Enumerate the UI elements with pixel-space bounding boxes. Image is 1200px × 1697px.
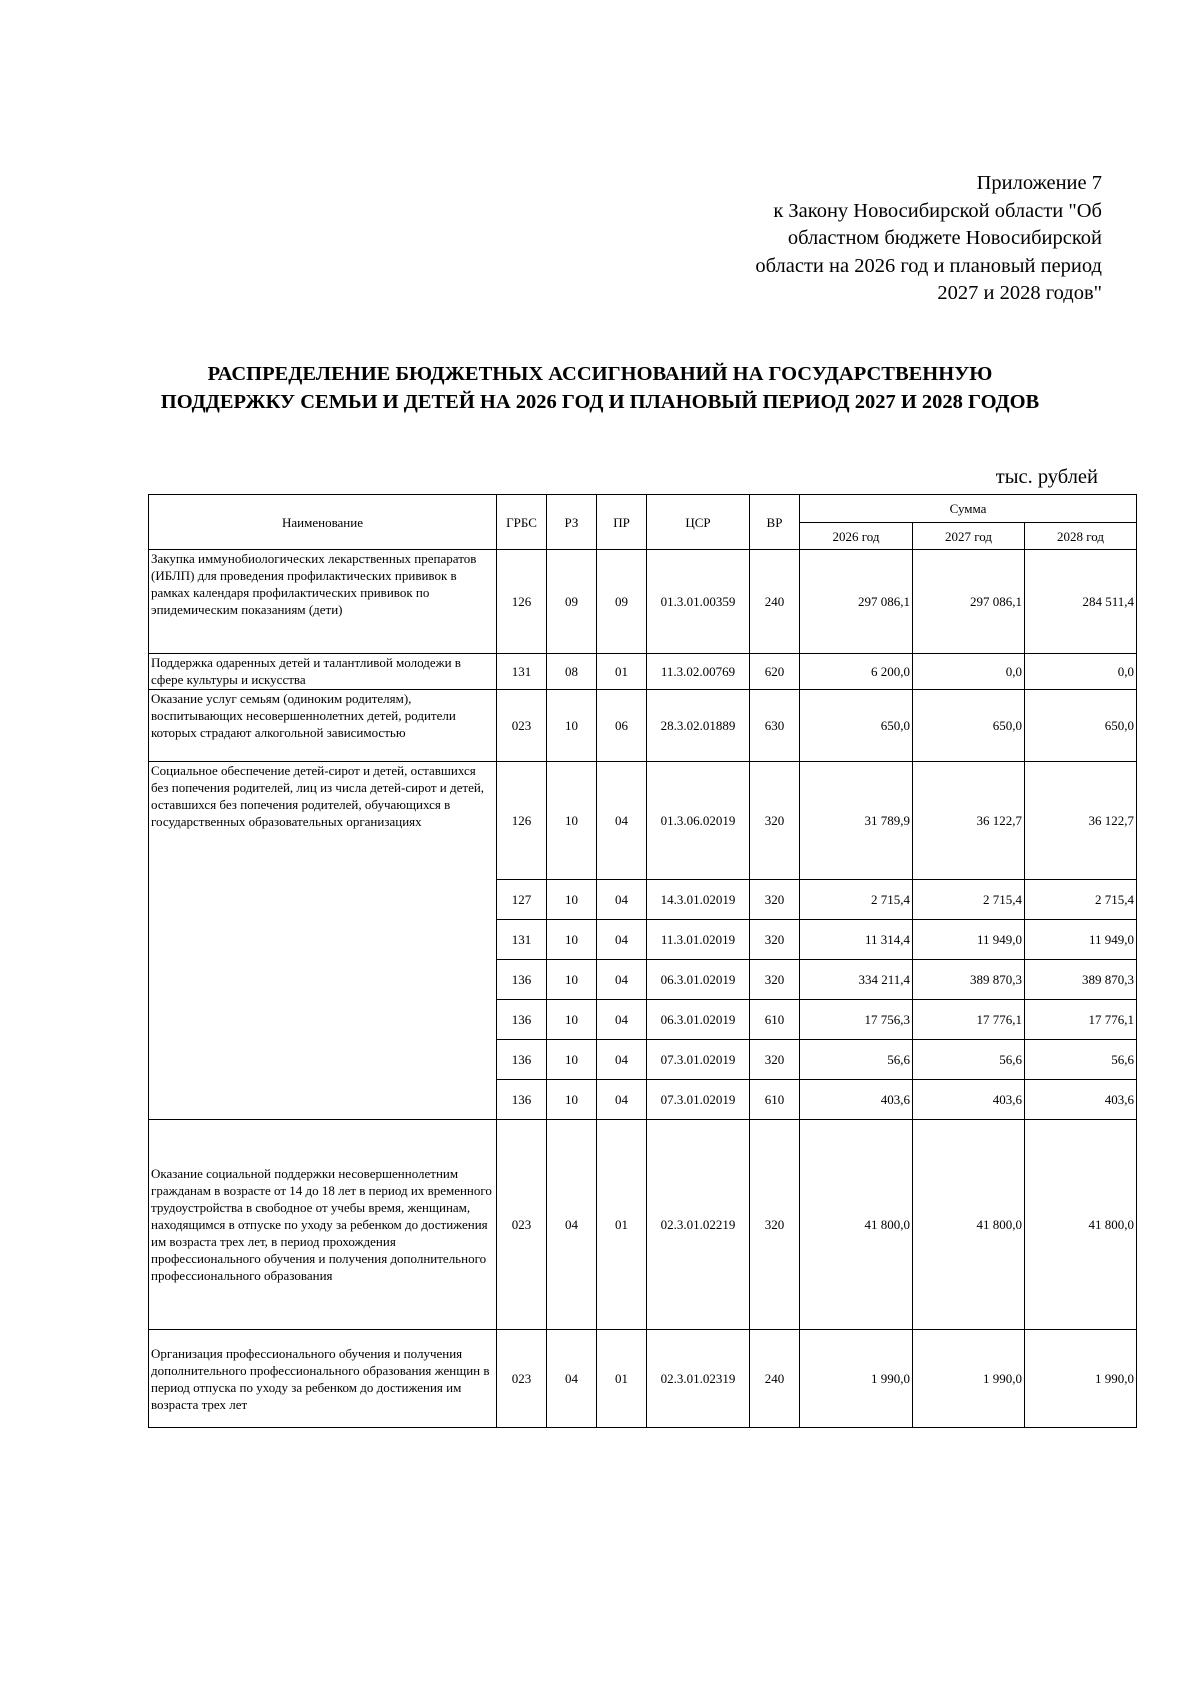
- cell-2026: 11 314,4: [800, 920, 913, 960]
- table-row: [149, 690, 1137, 762]
- table-row: [149, 654, 1137, 690]
- budget-table: [148, 494, 1137, 1428]
- cell-grbs: 126: [497, 762, 547, 880]
- cell-rz: 10: [547, 960, 597, 1000]
- cell-csr: 06.3.01.02019: [647, 1000, 750, 1040]
- cell-vr: 610: [750, 1080, 800, 1120]
- cell-vr: 320: [750, 762, 800, 880]
- cell-2027: 403,6: [913, 1080, 1025, 1120]
- table-row: [149, 1120, 1137, 1330]
- cell-csr: 11.3.02.00769: [647, 654, 750, 690]
- cell-2028: 1 990,0: [1025, 1330, 1137, 1428]
- cell-rz: 09: [547, 550, 597, 654]
- cell-grbs: 136: [497, 1040, 547, 1080]
- cell-2027: 1 990,0: [913, 1330, 1025, 1428]
- header-grbs: ГРБС: [497, 495, 547, 550]
- cell-2028: 2 715,4: [1025, 880, 1137, 920]
- cell-vr: 620: [750, 654, 800, 690]
- header-vr: ВР: [750, 495, 800, 550]
- cell-vr: 240: [750, 550, 800, 654]
- cell-rz: 08: [547, 654, 597, 690]
- cell-pr: 01: [597, 654, 647, 690]
- cell-pr: 01: [597, 1330, 647, 1428]
- cell-rz: 04: [547, 1330, 597, 1428]
- cell-pr: 06: [597, 690, 647, 762]
- row-name: Закупка иммунобиологических лекарственных препаратов (ИБЛП) для проведения профилактических прививок в рамках календаря профилактических прививок по эпидемическим показаниям (дети): [149, 550, 497, 654]
- cell-2027: 17 776,1: [913, 1000, 1025, 1040]
- cell-grbs: 023: [497, 1120, 547, 1330]
- cell-2028: 17 776,1: [1025, 1000, 1137, 1040]
- cell-2027: 297 086,1: [913, 550, 1025, 654]
- cell-2026: 41 800,0: [800, 1120, 913, 1330]
- cell-2026: 17 756,3: [800, 1000, 913, 1040]
- header-rz: РЗ: [547, 495, 597, 550]
- cell-vr: 320: [750, 960, 800, 1000]
- appendix-header-line: Приложение 7: [976, 172, 1102, 194]
- cell-rz: 10: [547, 880, 597, 920]
- cell-2026: 56,6: [800, 1040, 913, 1080]
- header-name: Наименование: [149, 495, 497, 550]
- cell-grbs: 136: [497, 960, 547, 1000]
- cell-grbs: 136: [497, 1080, 547, 1120]
- cell-csr: 01.3.01.00359: [647, 550, 750, 654]
- document-title-line-2: ПОДДЕРЖКУ СЕМЬИ И ДЕТЕЙ НА 2026 ГОД И ПЛАНОВЫЙ ПЕРИОД 2027 И 2028 ГОДОВ: [160, 391, 1040, 413]
- cell-2028: 36 122,7: [1025, 762, 1137, 880]
- cell-2026: 403,6: [800, 1080, 913, 1120]
- cell-csr: 11.3.01.02019: [647, 920, 750, 960]
- cell-2028: 650,0: [1025, 690, 1137, 762]
- cell-2026: 31 789,9: [800, 762, 913, 880]
- row-name: Поддержка одаренных детей и талантливой молодежи в сфере культуры и искусства: [149, 654, 497, 690]
- units-label: тыс. рублей: [995, 466, 1098, 488]
- appendix-header-line: 2027 и 2028 годов": [937, 282, 1102, 304]
- cell-grbs: 023: [497, 1330, 547, 1428]
- cell-pr: 04: [597, 1040, 647, 1080]
- header-sum: Сумма: [800, 495, 1137, 523]
- header-pr: ПР: [597, 495, 647, 550]
- cell-2027: 56,6: [913, 1040, 1025, 1080]
- row-name: Оказание социальной поддержки несовершеннолетним гражданам в возрасте от 14 до 18 лет в период их временного трудоустройства в свободное от учебы время, женщинам, находящимся в отпуске по уходу за ребенком до достижения им возраста трех лет, в период прохождения профессионального обучения и получения дополнительного профессионального образования: [149, 1120, 497, 1330]
- cell-2028: 0,0: [1025, 654, 1137, 690]
- cell-csr: 28.3.02.01889: [647, 690, 750, 762]
- table-row: [149, 1330, 1137, 1428]
- cell-2028: 403,6: [1025, 1080, 1137, 1120]
- cell-2026: 2 715,4: [800, 880, 913, 920]
- appendix-header-line: областном бюджете Новосибирской: [787, 227, 1102, 249]
- cell-rz: 04: [547, 1120, 597, 1330]
- cell-rz: 10: [547, 690, 597, 762]
- cell-pr: 04: [597, 762, 647, 880]
- cell-pr: 04: [597, 1080, 647, 1120]
- cell-pr: 01: [597, 1120, 647, 1330]
- cell-vr: 240: [750, 1330, 800, 1428]
- cell-csr: 02.3.01.02319: [647, 1330, 750, 1428]
- cell-csr: 07.3.01.02019: [647, 1080, 750, 1120]
- cell-2028: 284 511,4: [1025, 550, 1137, 654]
- cell-vr: 320: [750, 920, 800, 960]
- header-year-2026: 2026 год: [800, 523, 913, 550]
- cell-rz: 10: [547, 1040, 597, 1080]
- cell-grbs: 126: [497, 550, 547, 654]
- cell-rz: 10: [547, 762, 597, 880]
- cell-2028: 11 949,0: [1025, 920, 1137, 960]
- cell-grbs: 023: [497, 690, 547, 762]
- cell-csr: 14.3.01.02019: [647, 880, 750, 920]
- cell-pr: 04: [597, 960, 647, 1000]
- cell-2026: 1 990,0: [800, 1330, 913, 1428]
- cell-2026: 334 211,4: [800, 960, 913, 1000]
- cell-grbs: 127: [497, 880, 547, 920]
- cell-grbs: 136: [497, 1000, 547, 1040]
- document-title-line-1: РАСПРЕДЕЛЕНИЕ БЮДЖЕТНЫХ АССИГНОВАНИЙ НА ГОСУДАРСТВЕННУЮ: [207, 363, 993, 385]
- row-name: Социальное обеспечение детей-сирот и детей, оставшихся без попечения родителей, лиц из числа детей-сирот и детей, оставшихся без попечения родителей, обучающихся в государственных образовательных организациях: [149, 762, 497, 1120]
- row-name: Организация профессионального обучения и получения дополнительного профессионального образования женщин в период отпуска по уходу за ребенком до достижения им возраста трех лет: [149, 1330, 497, 1428]
- cell-vr: 610: [750, 1000, 800, 1040]
- appendix-header: [682, 170, 1102, 308]
- cell-csr: 01.3.06.02019: [647, 762, 750, 880]
- cell-pr: 04: [597, 1000, 647, 1040]
- cell-2026: 297 086,1: [800, 550, 913, 654]
- cell-vr: 320: [750, 1040, 800, 1080]
- cell-2027: 650,0: [913, 690, 1025, 762]
- cell-2027: 2 715,4: [913, 880, 1025, 920]
- cell-csr: 07.3.01.02019: [647, 1040, 750, 1080]
- appendix-header-line: области на 2026 год и плановый период: [755, 254, 1102, 277]
- cell-2027: 0,0: [913, 654, 1025, 690]
- header-year-2028: 2028 год: [1025, 523, 1137, 550]
- cell-vr: 630: [750, 690, 800, 762]
- cell-2028: 56,6: [1025, 1040, 1137, 1080]
- cell-2028: 41 800,0: [1025, 1120, 1137, 1330]
- cell-pr: 09: [597, 550, 647, 654]
- appendix-header-line: к Закону Новосибирской области "Об: [773, 199, 1102, 222]
- cell-vr: 320: [750, 880, 800, 920]
- cell-rz: 10: [547, 920, 597, 960]
- table-row: [149, 762, 1137, 880]
- cell-csr: 02.3.01.02219: [647, 1120, 750, 1330]
- cell-2027: 36 122,7: [913, 762, 1025, 880]
- cell-grbs: 131: [497, 654, 547, 690]
- cell-pr: 04: [597, 880, 647, 920]
- header-csr: ЦСР: [647, 495, 750, 550]
- cell-rz: 10: [547, 1080, 597, 1120]
- cell-pr: 04: [597, 920, 647, 960]
- document-title: [100, 360, 1100, 416]
- table-row: [149, 550, 1137, 654]
- cell-2026: 6 200,0: [800, 654, 913, 690]
- cell-2027: 11 949,0: [913, 920, 1025, 960]
- header-year-2027: 2027 год: [913, 523, 1025, 550]
- cell-vr: 320: [750, 1120, 800, 1330]
- cell-grbs: 131: [497, 920, 547, 960]
- cell-2027: 41 800,0: [913, 1120, 1025, 1330]
- cell-rz: 10: [547, 1000, 597, 1040]
- cell-csr: 06.3.01.02019: [647, 960, 750, 1000]
- cell-2027: 389 870,3: [913, 960, 1025, 1000]
- cell-2028: 389 870,3: [1025, 960, 1137, 1000]
- cell-2026: 650,0: [800, 690, 913, 762]
- row-name: Оказание услуг семьям (одиноким родителям), воспитывающих несовершеннолетних детей, родители которых страдают алкогольной зависимостью: [149, 690, 497, 762]
